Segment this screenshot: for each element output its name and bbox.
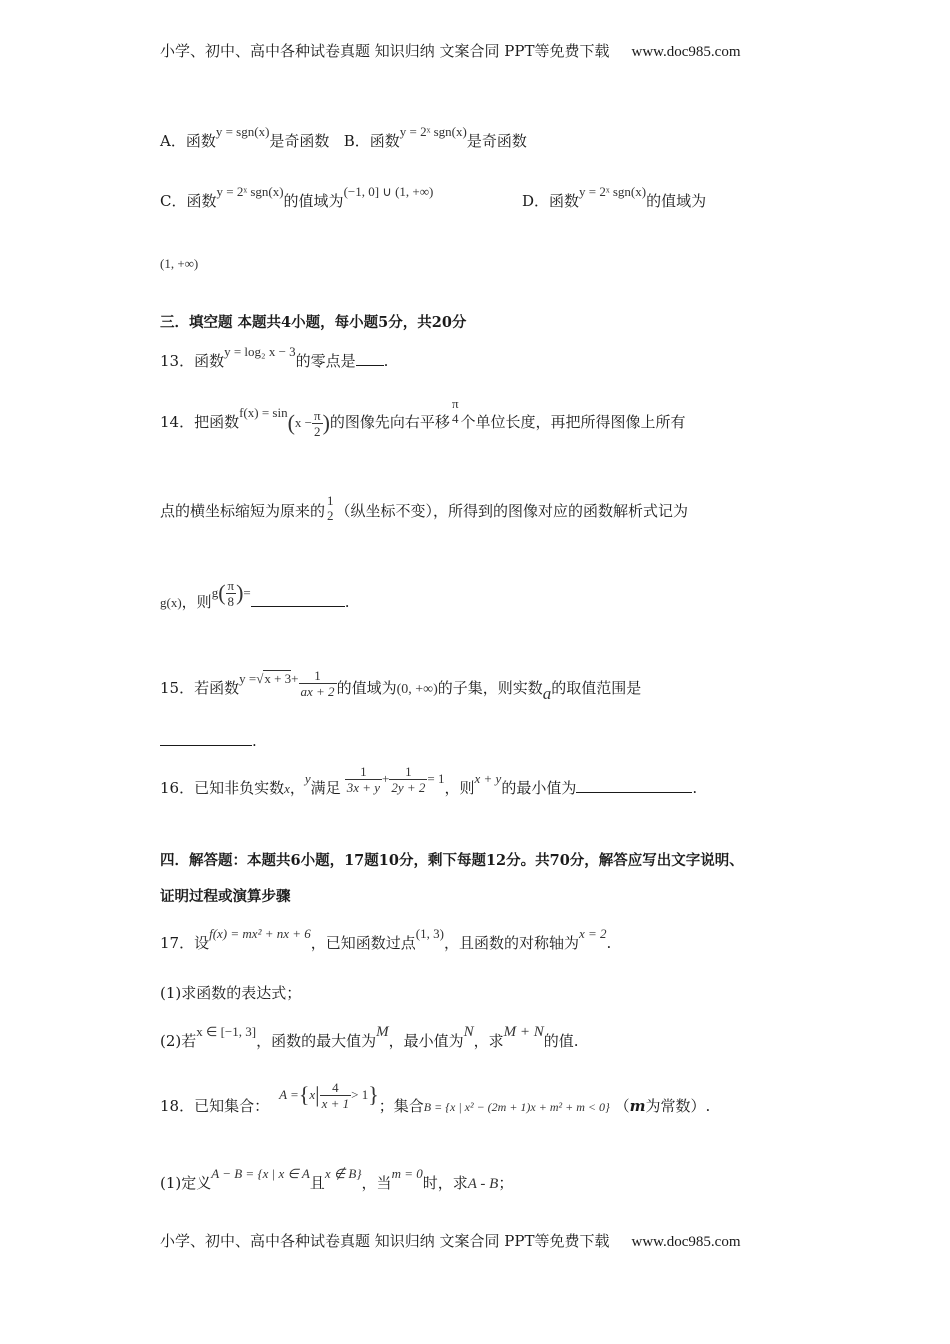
q14-answer-blank[interactable] [251,592,345,607]
q18-brace-open: { [298,1082,310,1107]
opt-a-tail: 是奇函数 [269,132,330,150]
footer-text: 小学、初中、高中各种试卷真题 知识归纳 文案合同 PPT等免费下载 [160,1232,610,1250]
opt-c-label: C．函数 [160,192,217,210]
question-14-line-2 [160,493,689,527]
q16-f1d: 3x + y [346,779,380,795]
q17-f: f(x) = mx² + nx + 6 [209,926,311,941]
q17-p2-a: (2)若 [160,1032,197,1050]
header-text: 小学、初中、高中各种试卷真题 知识归纳 文案合同 PPT等免费下载 [160,42,610,60]
q18-m: m [629,1097,646,1115]
q16-answer-blank[interactable] [576,778,692,793]
q17-part-1: (1)求函数的表达式； [160,984,302,1002]
q14-gq: g [211,585,219,600]
question-17 [160,926,612,955]
q14-pi-over-8 [226,578,237,609]
q15-a: a [542,684,552,703]
q14-line2-b: （纵坐标不变），所得到的图像对应的函数解析式记为 [335,502,689,520]
q14-eq: = [243,585,251,600]
q14-two: 2 [314,423,321,439]
opt-a-formula: y = sgn(x) [215,124,270,139]
q17-MN: M + N [503,1024,544,1040]
q18-notin: x ∉ B} [324,1166,362,1181]
footer-site[interactable]: www.doc985.com [631,1234,741,1250]
q16-then: ，则 [444,779,475,797]
opt-b-tail: 是奇函数 [466,132,527,150]
page-footer [160,1230,741,1253]
question-16 [160,763,698,809]
opt-d-formula: y = 2ˣ sgn(x) [579,184,647,199]
q15-sqrt-content: x + 3 [264,671,292,686]
opt-d-tail: 的值域为 [646,192,707,210]
opt-b-formula: y = 2ˣ sgn(x) [399,124,467,139]
q18-x: x [309,1087,316,1102]
q15-tail: 的取值范围是 [551,679,642,697]
q15-sqrt-sign: √ [256,671,264,686]
q17-N: N [463,1024,474,1040]
q14-num: 14．把函数 [160,413,240,431]
q16-f2n: 1 [389,764,427,780]
question-13 [160,344,389,373]
q12-option-d [522,184,707,213]
q17-p2-b: ，函数的最大值为 [256,1032,377,1050]
question-15-line-2 [160,730,257,752]
q16-f2d: 2y + 2 [391,779,426,795]
q14-paren-close: ) [322,410,330,435]
opt-b-label: B．函数 [343,132,400,150]
q16-comma: ， [289,779,305,797]
q14-half [325,493,336,523]
q15-num: 15．若函数 [160,679,240,697]
q14-shift-4: 4 [451,411,459,426]
q14-paren-open: ( [287,410,295,435]
q14-gq-paren-close: ) [236,580,244,605]
q18-p1-b: ，当 [361,1174,392,1192]
q14-pi-over-2 [312,408,323,439]
q17-p2-e: 的值. [543,1032,579,1050]
q17-M: M [376,1024,389,1040]
q17-p2-x: x ∈ [−1, 3] [196,1024,257,1039]
q17-num: 17．设 [160,934,210,952]
q18-tail-a: （ [614,1097,630,1115]
q18-fn: 4 [320,1080,352,1096]
opt-c-range: (−1, 0] ∪ (1, +∞) [343,184,434,199]
q15-range: (0, +∞) [396,682,438,697]
q14-mid: 的图像先向右平移 [329,413,450,431]
q18-gt: > 1 [351,1087,369,1102]
question-14-line-3 [160,577,350,623]
q18-B: B = {x | x² − (2m + 1)x + m² + m < 0} [423,1100,610,1114]
q14-gq-paren-open: ( [218,580,226,605]
q13-end: . [383,352,389,370]
q14-end: . [344,593,350,611]
q16-eq1: = 1 [427,771,445,786]
q13-formula: y = log₂ x − 3 [224,344,296,359]
q16-sum: x + y [474,771,502,786]
q18-part-1 [160,1166,514,1195]
q14-gq-n: π [227,577,235,593]
q17-axis: x = 2 [578,926,607,941]
opt-c-mid: 的值域为 [283,192,344,210]
opt-d-range: (1, +∞) [160,256,199,271]
q14-gq-d: 8 [227,593,235,609]
opt-d-label: D．函数 [522,192,580,210]
opt-c-formula: y = 2ˣ sgn(x) [216,184,284,199]
q14-line2-a: 点的横坐标缩短为原来的 [160,502,326,520]
q14-g: g(x) [160,595,182,610]
q18-AB: A - B [467,1176,499,1192]
q12-options-ab [160,124,527,153]
q17-p2-d: ，求 [473,1032,504,1050]
q15-mid: 的值域为 [336,679,397,697]
q18-fd: x + 1 [321,1095,350,1111]
q14-f-left: f(x) = sin [239,405,288,420]
q15-fraction [299,668,337,699]
q18-p1-a: (1)定义 [160,1174,212,1192]
q16-end: . [692,779,698,797]
q15-fn: 1 [299,668,337,684]
q15-y: y = [239,671,257,686]
q18-and: 且 [309,1174,325,1192]
q14-half-d: 2 [327,508,334,523]
question-18 [160,1079,711,1127]
q15-end: . [252,732,257,750]
q18-def: A − B = {x | x ∈ A [211,1166,310,1181]
q16-tail: 的最小值为 [501,779,577,797]
q18-brace-close: } [368,1082,379,1107]
opt-a-label: A．函数 [160,132,216,150]
q14-f-inner: x − [294,415,313,430]
q18-p1-c: 时，求 [422,1174,468,1192]
q16-f1n: 1 [345,764,382,780]
q18-mid: ；集合 [378,1097,424,1115]
q18-p1-d: ； [498,1174,514,1192]
q18-A: A = [279,1087,299,1102]
q13-tail: 的零点是 [295,352,356,370]
q15-answer-blank[interactable] [160,731,252,746]
q14-pi: π [314,407,321,423]
q15-fd: ax + 2 [300,683,335,699]
q16-cond: 满足 [310,779,341,797]
q12-option-d-range [160,252,198,275]
q16-y: y [304,771,311,786]
q17-p2-c: ，最小值为 [388,1032,464,1050]
q17-part-2 [160,1024,579,1053]
section-4-title-1: 四．解答题：本题共6小题，17题10分，剩下每题12分。共70分，解答应写出文字说明、 [160,852,744,869]
q14-tail: 个单位长度，再把所得图像上所有 [460,413,686,431]
q17-end: . [606,934,612,952]
page-header [160,40,741,63]
q16-num: 16．已知非负实数 [160,779,285,797]
q17-mid2: ，且函数的对称轴为 [443,934,579,952]
q16-x: x [284,781,290,796]
q17-mid: ，已知函数过点 [310,934,416,952]
q14-shift-fraction [450,396,461,426]
q18-bar: | [315,1082,320,1107]
q15-mid2: 的子集，则实数 [437,679,543,697]
q16-plus: + [382,771,390,786]
q12-option-c [160,184,434,213]
q16-fraction-1 [345,764,382,795]
q14-then: ，则 [181,593,212,611]
section-3-title: 三．填空题 本题共4小题，每小题5分，共20分 [160,314,467,331]
q18-tail-b: 为常数）. [645,1097,711,1115]
header-site[interactable]: www.doc985.com [631,44,741,60]
q18-num: 18．已知集合： [160,1097,270,1115]
q13-num: 13．函数 [160,352,225,370]
section-4-title-2: 证明过程或演算步骤 [160,888,291,905]
question-15 [160,668,641,710]
q14-shift-pi: π [451,396,459,411]
q14-half-n: 1 [327,493,334,508]
q18-m0: m = 0 [391,1166,423,1181]
q18-fraction [320,1080,352,1111]
q17-pt: (1, 3) [415,926,444,941]
q13-answer-blank[interactable] [356,351,384,366]
q16-fraction-2 [389,764,427,795]
question-14 [160,396,686,441]
q15-plus: + [291,671,299,686]
